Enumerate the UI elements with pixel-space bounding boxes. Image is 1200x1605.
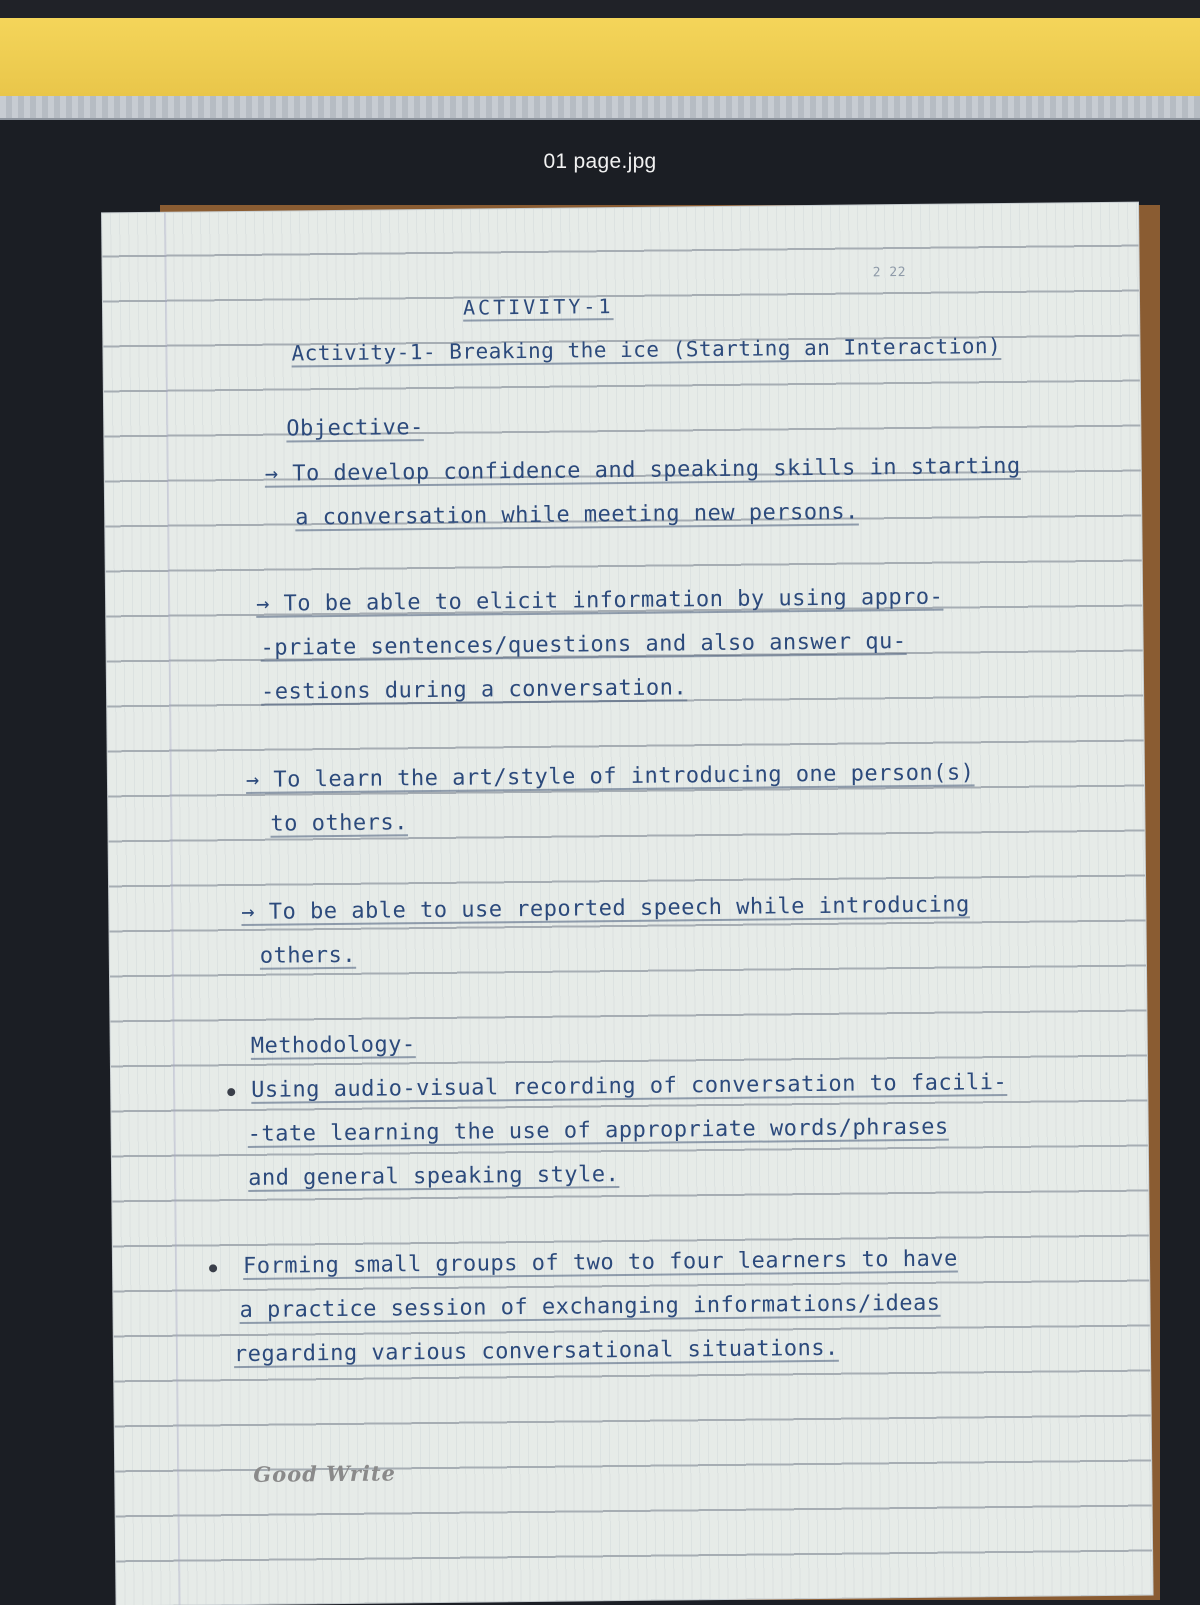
method-2-line-2: a practice session of exchanging informations/ideas xyxy=(239,1290,941,1324)
page-marks: 2 22 xyxy=(872,265,907,281)
objective-2-line-2: -priate sentences/questions and also answer qu- xyxy=(260,629,907,661)
method-1-line-1: Using audio-visual recording of conversation to facili- xyxy=(251,1069,1008,1103)
image-viewer xyxy=(0,120,1200,1600)
method-1-line-3: and general speaking style. xyxy=(248,1162,620,1191)
method-1-line-2: -tate learning the use of appropriate words/phrases xyxy=(247,1114,949,1147)
objective-3-line-1: → To learn the art/style of introducing one person(s) xyxy=(245,760,975,793)
objective-1-line-2: a conversation while meeting new persons. xyxy=(295,499,859,531)
page-heading: ACTIVITY-1 xyxy=(462,294,614,320)
notebook-page xyxy=(102,203,1153,1605)
objective-3-line-2: to others. xyxy=(270,810,409,837)
objective-4-line-2: others. xyxy=(259,942,357,969)
page-subheading: Activity-1- Breaking the ice (Starting an Interaction) xyxy=(291,334,1002,366)
notebook-brand: Good Write xyxy=(253,1460,397,1487)
method-1-bullet xyxy=(227,1088,235,1096)
background-window xyxy=(0,18,1200,96)
method-2-line-3: regarding various conversational situations. xyxy=(233,1335,839,1368)
method-2-bullet xyxy=(209,1264,217,1272)
method-2-line-1: Forming small groups of two to four learners to have xyxy=(242,1246,958,1280)
objective-label: Objective- xyxy=(286,415,424,442)
objective-1-line-1: → To develop confidence and speaking skills in starting xyxy=(264,453,1021,487)
objective-2-line-1: → To be able to elicit information by using appro- xyxy=(255,584,944,617)
margin-line xyxy=(164,213,181,1605)
objective-4-line-1: → To be able to use reported speech while introducing xyxy=(241,892,970,926)
methodology-label: Methodology- xyxy=(250,1032,416,1059)
window-border xyxy=(0,96,1200,120)
objective-2-line-3: -estions during a conversation. xyxy=(260,675,688,705)
monitor-bezel xyxy=(0,0,1200,18)
viewer-filename: 01 page.jpg xyxy=(543,150,657,173)
